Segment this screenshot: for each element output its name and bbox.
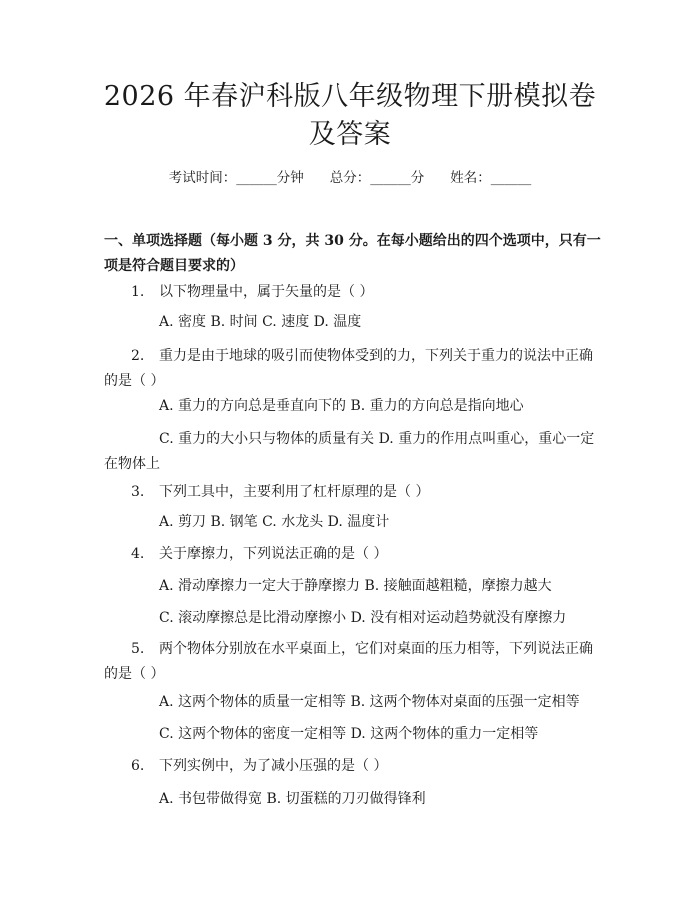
question-number: 2. <box>131 348 145 364</box>
question-3-options: A. 剪刀 B. 钢笔 C. 水龙头 D. 温度计 <box>159 514 390 530</box>
question-4-options-cd: C. 滚动摩擦总是比滑动摩擦小 D. 没有相对运动趋势就没有摩擦力 <box>159 610 567 626</box>
exam-info-line <box>0 168 700 188</box>
question-3 <box>104 480 604 505</box>
exam-time-field: 考试时间：______分钟 <box>168 170 304 186</box>
question-number: 3. <box>131 484 145 500</box>
question-2 <box>104 344 604 394</box>
question-stem: 两个物体分别放在水平桌面上，它们对桌面的压力相等，下列说法正确的是（ ） <box>104 641 593 682</box>
question-4 <box>104 542 604 567</box>
section-heading: 一、单项选择题（每小题 3 分，共 30 分。在每小题给出的四个选项中，只有一项是符合题目要求的） <box>104 233 601 274</box>
question-6 <box>104 754 604 779</box>
question-number: 5. <box>131 641 145 657</box>
question-1 <box>104 280 604 305</box>
question-stem: 以下物理量中，属于矢量的是（ ） <box>159 284 374 300</box>
question-6-options-ab: A. 书包带做得宽 B. 切蛋糕的刀刃做得锋利 <box>159 791 426 807</box>
question-number: 1. <box>131 284 145 300</box>
question-2-options-cd: C. 重力的大小只与物体的质量有关 D. 重力的作用点叫重心，重心一定在物体上 <box>104 431 595 472</box>
question-stem: 下列工具中，主要利用了杠杆原理的是（ ） <box>159 484 430 500</box>
question-5-options-cd: C. 这两个物体的密度一定相等 D. 这两个物体的重力一定相等 <box>159 726 539 742</box>
question-5-options-ab: A. 这两个物体的质量一定相等 B. 这两个物体对桌面的压强一定相等 <box>159 694 580 710</box>
student-name-field: 姓名：______ <box>450 170 532 186</box>
question-stem: 下列实例中，为了减小压强的是（ ） <box>159 758 388 774</box>
page-title: 2026 年春沪科版八年级物理下册模拟卷及答案 <box>103 81 597 150</box>
question-5 <box>104 637 604 687</box>
question-stem: 关于摩擦力，下列说法正确的是（ ） <box>159 546 388 562</box>
question-2-options-ab: A. 重力的方向总是垂直向下的 B. 重力的方向总是指向地心 <box>159 398 524 414</box>
question-1-options: A. 密度 B. 时间 C. 速度 D. 温度 <box>159 314 362 330</box>
question-number: 6. <box>131 758 145 774</box>
question-4-options-ab: A. 滑动摩擦力一定大于静摩擦力 B. 接触面越粗糙，摩擦力越大 <box>159 578 552 594</box>
question-number: 4. <box>131 546 145 562</box>
question-stem: 重力是由于地球的吸引而使物体受到的力，下列关于重力的说法中正确的是（ ） <box>104 348 593 389</box>
total-score-field: 总分：______分 <box>329 170 425 186</box>
